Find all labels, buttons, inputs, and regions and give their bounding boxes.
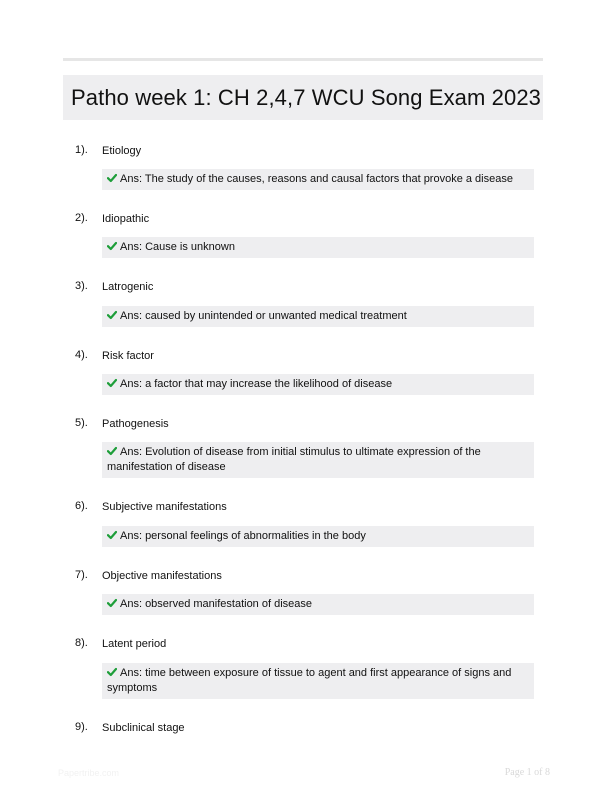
answer-text: Ans: personal feelings of abnormalities in the body <box>120 530 366 542</box>
question-term: Subjective manifestations <box>102 501 227 513</box>
question-number: 8). <box>75 637 88 649</box>
checkmark-icon <box>107 241 117 251</box>
answer-box <box>102 442 534 478</box>
answer-box <box>102 169 534 190</box>
answer-text: Ans: The study of the causes, reasons and causal factors that provoke a disease <box>120 173 513 185</box>
document-title: Patho week 1: CH 2,4,7 WCU Song Exam 2023 <box>71 84 541 110</box>
answer-text: Ans: Evolution of disease from initial stimulus to ultimate expression of the manifestation of disease <box>107 446 481 473</box>
checkmark-icon <box>107 598 117 608</box>
question-term: Pathogenesis <box>102 418 169 430</box>
question-term: Risk factor <box>102 350 154 362</box>
checkmark-icon <box>107 378 117 388</box>
question-term: Latrogenic <box>102 281 154 293</box>
answer-text: Ans: Cause is unknown <box>120 241 235 253</box>
answer-box <box>102 237 534 258</box>
question-number: 3). <box>75 280 88 292</box>
answer-text: Ans: caused by unintended or unwanted medical treatment <box>120 310 407 322</box>
question-number: 5). <box>75 417 88 429</box>
checkmark-icon <box>107 446 117 456</box>
question-term: Etiology <box>102 145 142 157</box>
page-number: Page 1 of 8 <box>504 767 550 778</box>
answer-box <box>102 526 534 547</box>
question-number: 9). <box>75 721 88 733</box>
answer-box <box>102 594 534 615</box>
top-divider <box>63 58 543 61</box>
question-term: Idiopathic <box>102 213 150 225</box>
answer-text: Ans: observed manifestation of disease <box>120 598 313 610</box>
question-term: Latent period <box>102 638 167 650</box>
question-number: 6). <box>75 500 88 512</box>
answer-text: Ans: a factor that may increase the likelihood of disease <box>120 378 393 390</box>
title-banner <box>63 75 543 120</box>
answer-box <box>102 663 534 699</box>
question-number: 4). <box>75 349 88 361</box>
footer-watermark: Papertribe.com <box>58 768 120 778</box>
answer-box <box>102 374 534 395</box>
question-number: 7). <box>75 569 88 581</box>
question-number: 2). <box>75 212 88 224</box>
checkmark-icon <box>107 530 117 540</box>
checkmark-icon <box>107 310 117 320</box>
checkmark-icon <box>107 173 117 183</box>
checkmark-icon <box>107 667 117 677</box>
question-term: Objective manifestations <box>102 570 222 582</box>
answer-text: Ans: time between exposure of tissue to agent and first appearance of signs and symptoms <box>107 667 512 694</box>
question-term: Subclinical stage <box>102 722 185 734</box>
question-number: 1). <box>75 144 88 156</box>
answer-box <box>102 306 534 327</box>
